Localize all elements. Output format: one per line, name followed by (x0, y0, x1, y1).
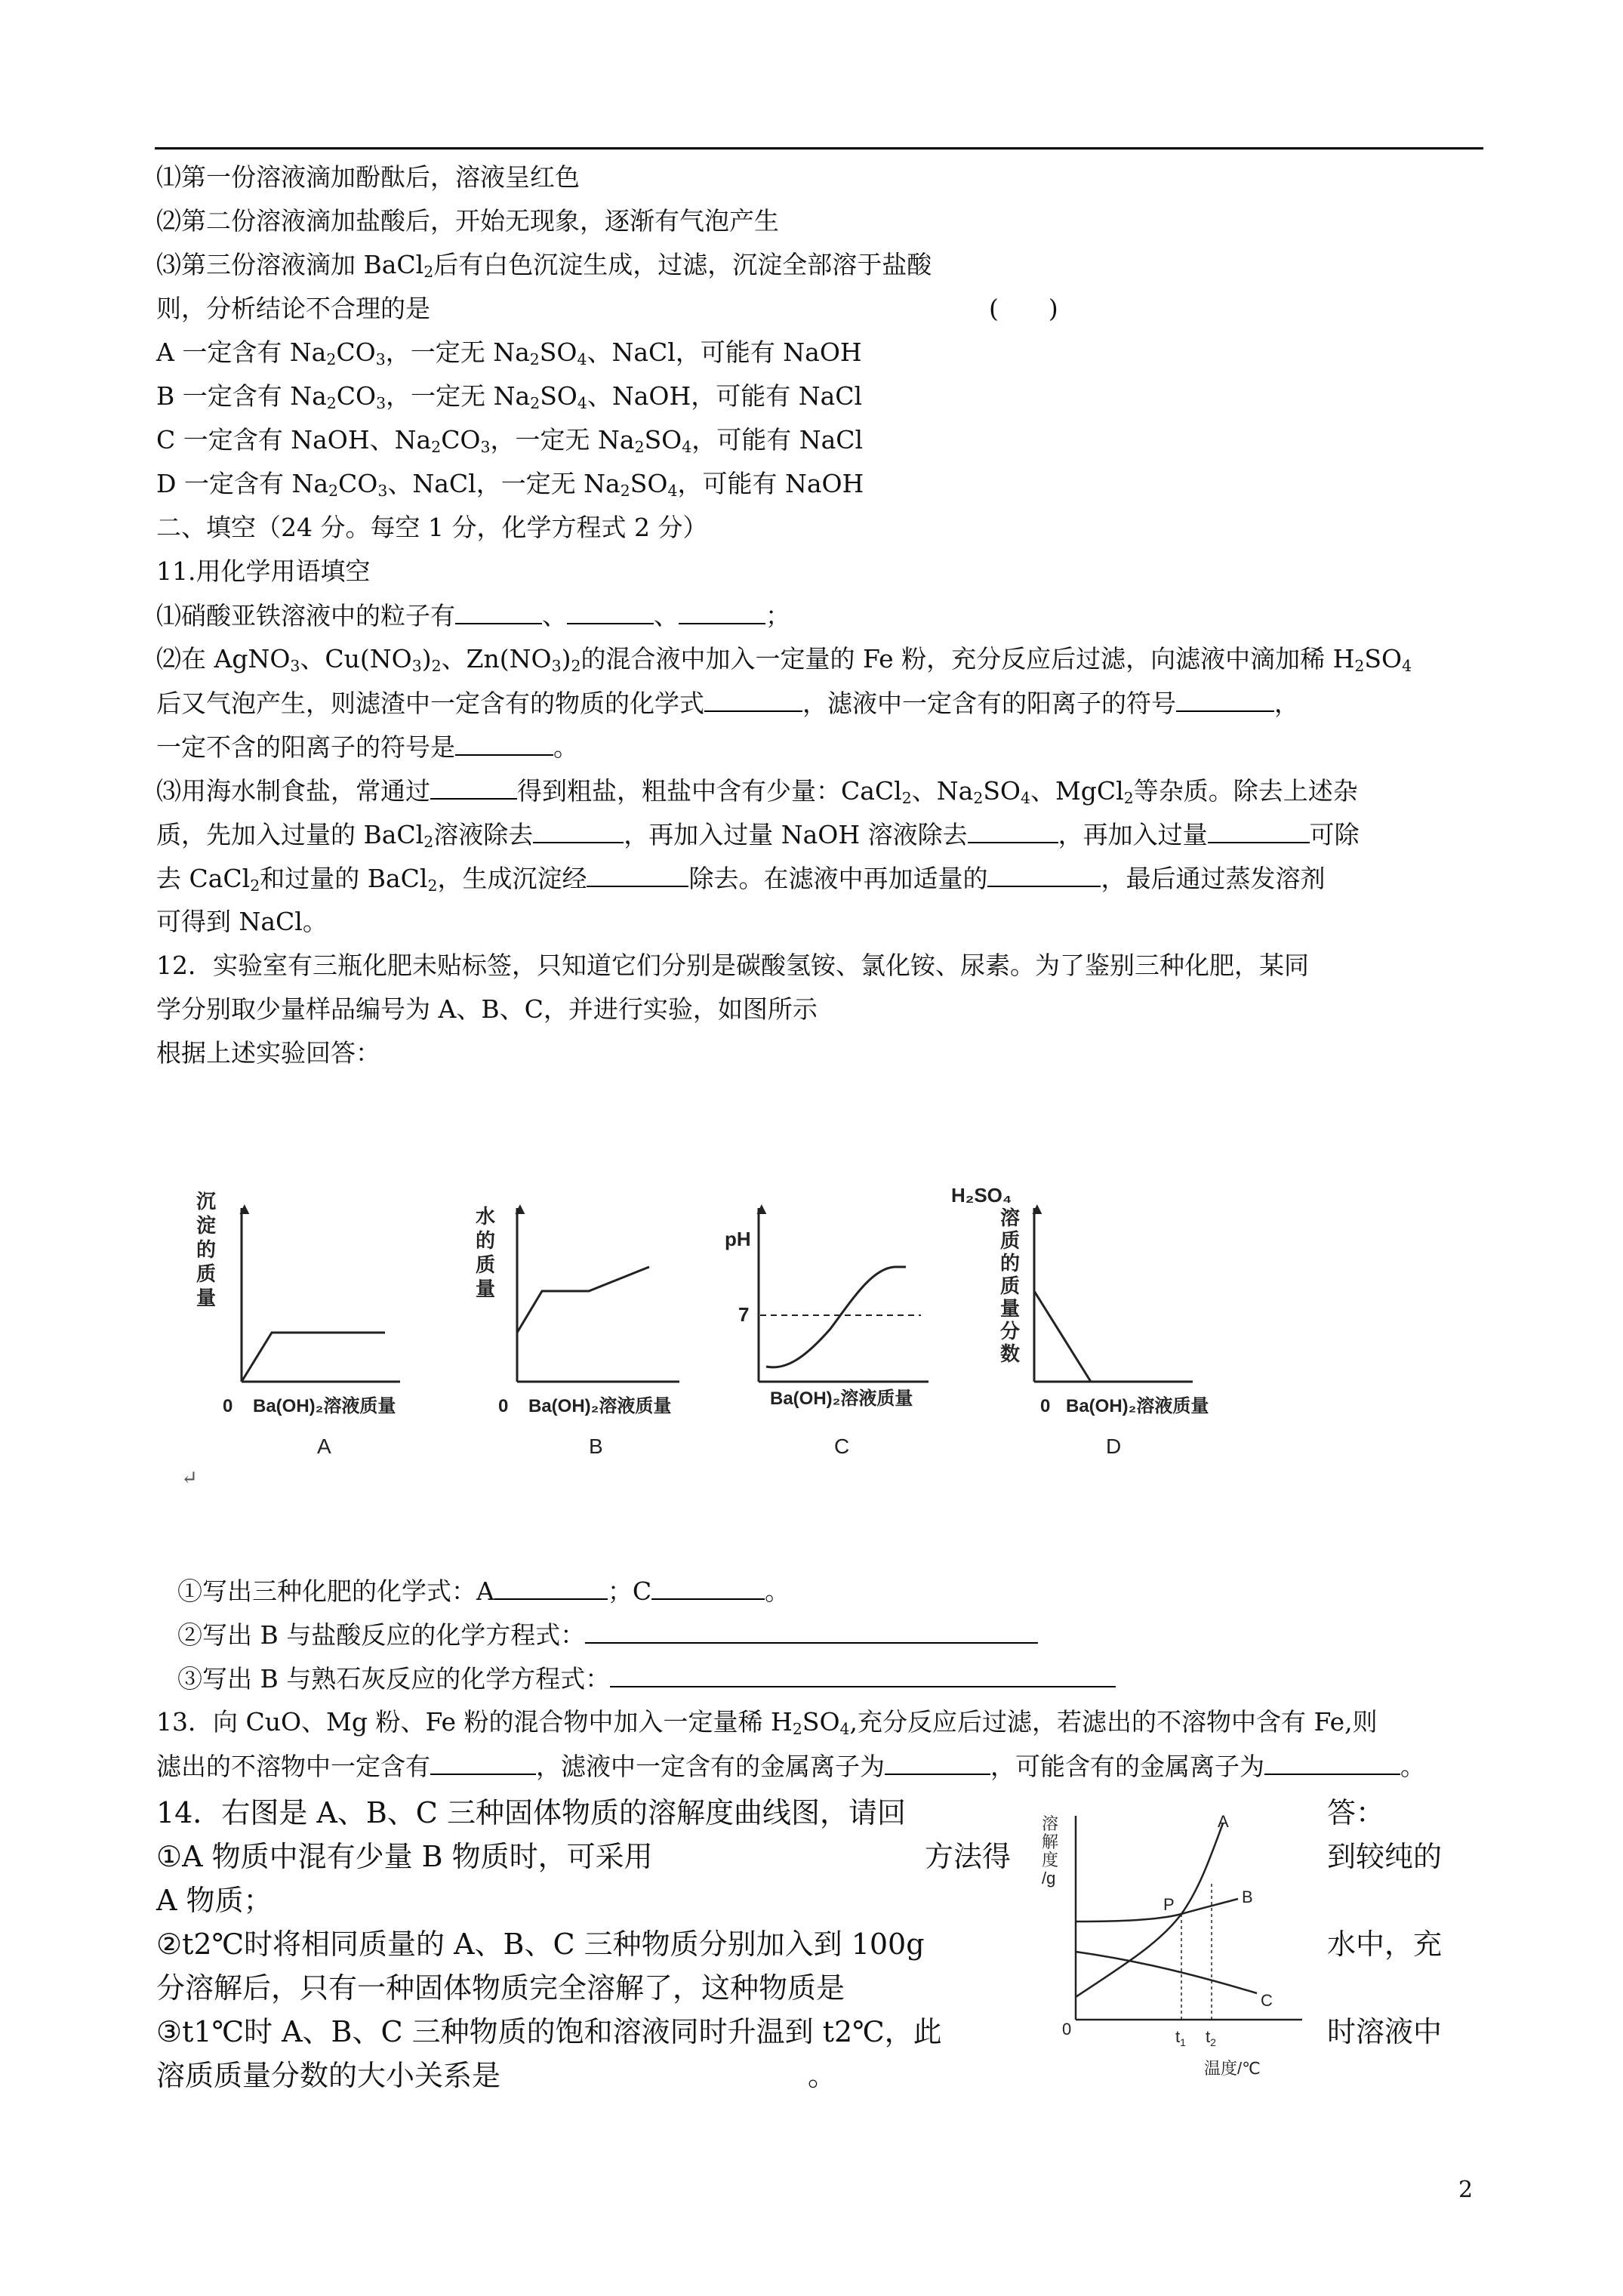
graph-b-arrow: ▲ (512, 1199, 528, 1218)
return-mark: ↵ (181, 1467, 198, 1490)
q14-line-2-end: 到较纯的 (1327, 1840, 1443, 1873)
graph-b-xlabel: Ba(OH)₂溶液质量 (528, 1396, 672, 1416)
graph-d-ylabel-3: 的 (1000, 1252, 1021, 1274)
q12-answer-2: ②写出 B 与盐酸反应的化学方程式： (177, 1620, 1038, 1650)
graph-a-ylabel-2: 淀 (196, 1214, 217, 1237)
graph-b-label: B (589, 1435, 603, 1458)
q14-line-6: ③t1℃时 A、B、C 三种物质的饱和溶液同时升温到 t2℃，此 (156, 2015, 942, 2048)
graph-d-label: D (1106, 1435, 1122, 1458)
q14-line-1-end: 答： (1327, 1796, 1385, 1829)
sol-t1: $t_1$ (1175, 2027, 1186, 2048)
q14-line-7: 溶质质量分数的大小关系是 (156, 2059, 501, 2092)
q10-option-a: A 一定含有 $Na_2CO_3$，一定无 $Na_2SO_4$、NaCl，可能有 NaOH (156, 337, 862, 369)
answer-blank[interactable] (533, 819, 624, 843)
q10-observation-3: ⑶第三份溶液滴加 BaCl$_2$后有白色沉淀生成，过滤，沉淀全部溶于盐酸 (156, 250, 932, 282)
sol-curve-c (1076, 1952, 1257, 1993)
graph-d-ylabel-1: 溶 (1000, 1207, 1021, 1229)
q11-part-1: ⑴硝酸亚铁溶液中的粒子有 、 、 ； (156, 601, 790, 630)
graph-c-curve (766, 1267, 906, 1367)
answer-blank[interactable] (679, 600, 765, 624)
graph-d-ylabel-4: 质 (1000, 1274, 1021, 1297)
q12-line-1: 12．实验室有三瓶化肥未贴标签，只知道它们分别是碳酸氢铵、氯化铵、尿素。为了鉴别三种化肥，某同 (156, 951, 1309, 980)
section-2-heading: 二、填空（24 分。每空 1 分，化学方程式 2 分） (156, 513, 708, 542)
q11-part-2-line-2: 后又气泡产生，则滤渣中一定含有的物质的化学式 ，滤液中一定含有的阳离子的符号 ， (156, 689, 1299, 718)
answer-blank[interactable] (430, 1751, 536, 1775)
q13-line-1: 13．向 CuO、Mg 粉、Fe 粉的混合物中加入一定量稀 $H_2SO_4$,充分反应后过滤，若滤出的不溶物中含有 Fe,则 (156, 1707, 1378, 1739)
answer-blank[interactable] (1264, 1751, 1400, 1775)
graph-a-label: A (317, 1435, 331, 1458)
q12-line-3: 根据上述实验回答： (156, 1038, 380, 1068)
answer-blank[interactable] (651, 1576, 765, 1600)
answer-blank[interactable] (1176, 688, 1274, 712)
q14-line-5: 分溶解后，只有一种固体物质完全溶解了，这种物质是 (156, 1971, 845, 2005)
graph-d-xlabel: Ba(OH)₂溶液质量 (1066, 1396, 1209, 1416)
q14-line-6-end: 时溶液中 (1327, 2015, 1443, 2048)
answer-blank[interactable] (567, 600, 654, 624)
graph-c-ylabel: pH (725, 1228, 751, 1250)
answer-blank[interactable] (585, 1620, 1038, 1644)
graph-d-ylabel-6: 分 (1000, 1320, 1021, 1342)
sol-t2: $t_2$ (1206, 2027, 1216, 2048)
answer-blank[interactable] (494, 1576, 608, 1600)
graph-a-ylabel-5: 量 (196, 1287, 217, 1309)
solubility-curve-diagram (1030, 1808, 1325, 2080)
q14-line-4-end: 水中，充 (1327, 1928, 1443, 1961)
answer-blank[interactable] (885, 1751, 990, 1775)
answer-blank[interactable] (455, 732, 553, 756)
q12-line-2: 学分别取少量样品编号为 A、B、C，并进行实验，如图所示 (156, 994, 818, 1024)
q14-line-2: ①A 物质中混有少量 B 物质时，可采用 (156, 1840, 653, 1873)
ba-oh2-graphs (181, 1178, 1253, 1465)
graph-b-ylabel-1: 水 (476, 1205, 496, 1228)
q10-observation-2: ⑵第二份溶液滴加盐酸后，开始无现象，逐渐有气泡产生 (156, 206, 779, 236)
graph-a-ylabel-4: 质 (196, 1262, 217, 1285)
graph-a-curve (242, 1333, 385, 1382)
q11-part-2-line-1: ⑵在 AgNO$_3$、$Cu(NO_3)_2$、$Zn(NO_3)_2$的混合液中加入一定量的 Fe 粉，充分反应后过滤，向滤液中滴加稀 $H_2SO_4$ (156, 644, 1412, 676)
graph-b-ylabel-3: 质 (476, 1253, 496, 1276)
graph-d-curve (1034, 1291, 1091, 1382)
q14-line-2-mid: 方法得 (925, 1840, 1012, 1873)
q11-title: 11.用化学用语填空 (156, 556, 371, 586)
graph-d-origin: 0 (1040, 1396, 1051, 1416)
sol-ylabel-1: 溶 (1042, 1814, 1059, 1833)
q10-option-b: B 一定含有 $Na_2CO_3$，一定无 $Na_2SO_4$、NaOH，可能有 NaCl (156, 381, 863, 413)
sol-ylabel-4: /g (1042, 1869, 1056, 1888)
q11-part-3-line-1: ⑶用海水制食盐，常通过 得到粗盐，粗盐中含有少量：CaCl$_2$、$Na_2SO_4$、MgCl$_2$等杂质。除去上述杂 (156, 776, 1358, 808)
answer-blank[interactable] (610, 1663, 1116, 1687)
sol-label-c: C (1261, 1991, 1273, 2010)
graph-d-arrow: ▲ (1029, 1199, 1046, 1218)
q10-option-d: D 一定含有 $Na_2CO_3$、NaCl，一定无 $Na_2SO_4$，可能有 NaOH (156, 469, 864, 501)
q11-part-3-line-3: 去 CaCl$_2$和过量的 BaCl$_2$，生成沉淀经 除去。在滤液中再加适量的 ，最后通过蒸发溶剂 (156, 864, 1326, 895)
answer-blank[interactable] (587, 863, 688, 887)
sol-origin: 0 (1062, 2020, 1072, 2039)
answer-blank[interactable] (455, 600, 542, 624)
graph-a-origin: 0 (223, 1396, 233, 1416)
graph-a-arrow: ▲ (236, 1199, 253, 1218)
q10-observation-1: ⑴第一份溶液滴加酚酞后，溶液呈红色 (156, 162, 580, 192)
q14-line-3: A 物质； (156, 1884, 273, 1917)
graph-d-ylabel-7: 数 (1000, 1342, 1021, 1365)
q12-answer-1: ①写出三种化肥的化学式：A ；C 。 (177, 1576, 790, 1606)
graph-c-seven: 7 (738, 1303, 750, 1326)
answer-blank[interactable] (968, 819, 1058, 843)
graph-b-ylabel-4: 量 (476, 1277, 496, 1300)
graph-c-label: C (834, 1435, 850, 1458)
q10-stem: 则，分析结论不合理的是 (156, 294, 430, 323)
graph-a-xlabel: Ba(OH)₂溶液质量 (253, 1396, 396, 1416)
graph-a-ylabel-1: 沉 (196, 1190, 217, 1213)
graph-d-ylabel-5: 量 (1000, 1297, 1021, 1320)
sol-ylabel-2: 解 (1042, 1832, 1059, 1851)
sol-xlabel: 温度/℃ (1204, 2059, 1261, 2078)
q11-part-3-line-2: 质，先加入过量的 BaCl$_2$溶液除去 ，再加入过量 NaOH 溶液除去 ，再加入过量 可除 (156, 820, 1360, 852)
graph-b-origin: 0 (498, 1396, 509, 1416)
sol-curve-a (1076, 1823, 1223, 1997)
q12-answer-3: ③写出 B 与熟石灰反应的化学方程式： (177, 1663, 1116, 1694)
graph-d-ylabel-2: 质 (1000, 1229, 1021, 1252)
q11-part-3-line-4: 可得到 NaCl。 (156, 907, 328, 936)
q11-part-2-line-3: 一定不含的阳离子的符号是 。 (156, 732, 578, 762)
answer-blank[interactable] (430, 775, 517, 800)
graph-c-xlabel: Ba(OH)₂溶液质量 (770, 1388, 913, 1409)
q13-line-2: 滤出的不溶物中一定含有 ，滤液中一定含有的金属离子为 ，可能含有的金属离子为 。 (156, 1752, 1425, 1781)
q14-line-7-end: 。 (808, 2059, 837, 2092)
graph-c-arrow: ▲ (753, 1199, 770, 1218)
sol-curve-b (1076, 1899, 1238, 1922)
page-number: 2 (1458, 2177, 1474, 2203)
sol-label-b: B (1242, 1888, 1253, 1906)
q10-option-c: C 一定含有 NaOH、$Na_2CO_3$，一定无 $Na_2SO_4$，可能有 NaCl (156, 425, 864, 457)
answer-blank[interactable] (1208, 819, 1310, 843)
graph-d-top-label: H₂SO₄ (951, 1184, 1012, 1207)
sol-label-a: A (1218, 1812, 1229, 1831)
sol-ylabel-3: 度 (1042, 1851, 1059, 1869)
graph-b-ylabel-2: 的 (476, 1229, 496, 1252)
q14-line-4: ②t2℃时将相同质量的 A、B、C 三种物质分别加入到 100g (156, 1928, 925, 1961)
q14-line-1: 14．右图是 A、B、C 三种固体物质的溶解度曲线图，请回 (156, 1796, 906, 1829)
sol-label-p: P (1163, 1895, 1175, 1914)
header-rule (155, 147, 1483, 149)
answer-blank[interactable] (704, 688, 802, 712)
graph-b-curve (517, 1267, 649, 1333)
graph-a-ylabel-3: 的 (196, 1238, 217, 1261)
answer-blank[interactable] (987, 863, 1101, 887)
q10-answer-parens: ( ) (989, 294, 1058, 323)
